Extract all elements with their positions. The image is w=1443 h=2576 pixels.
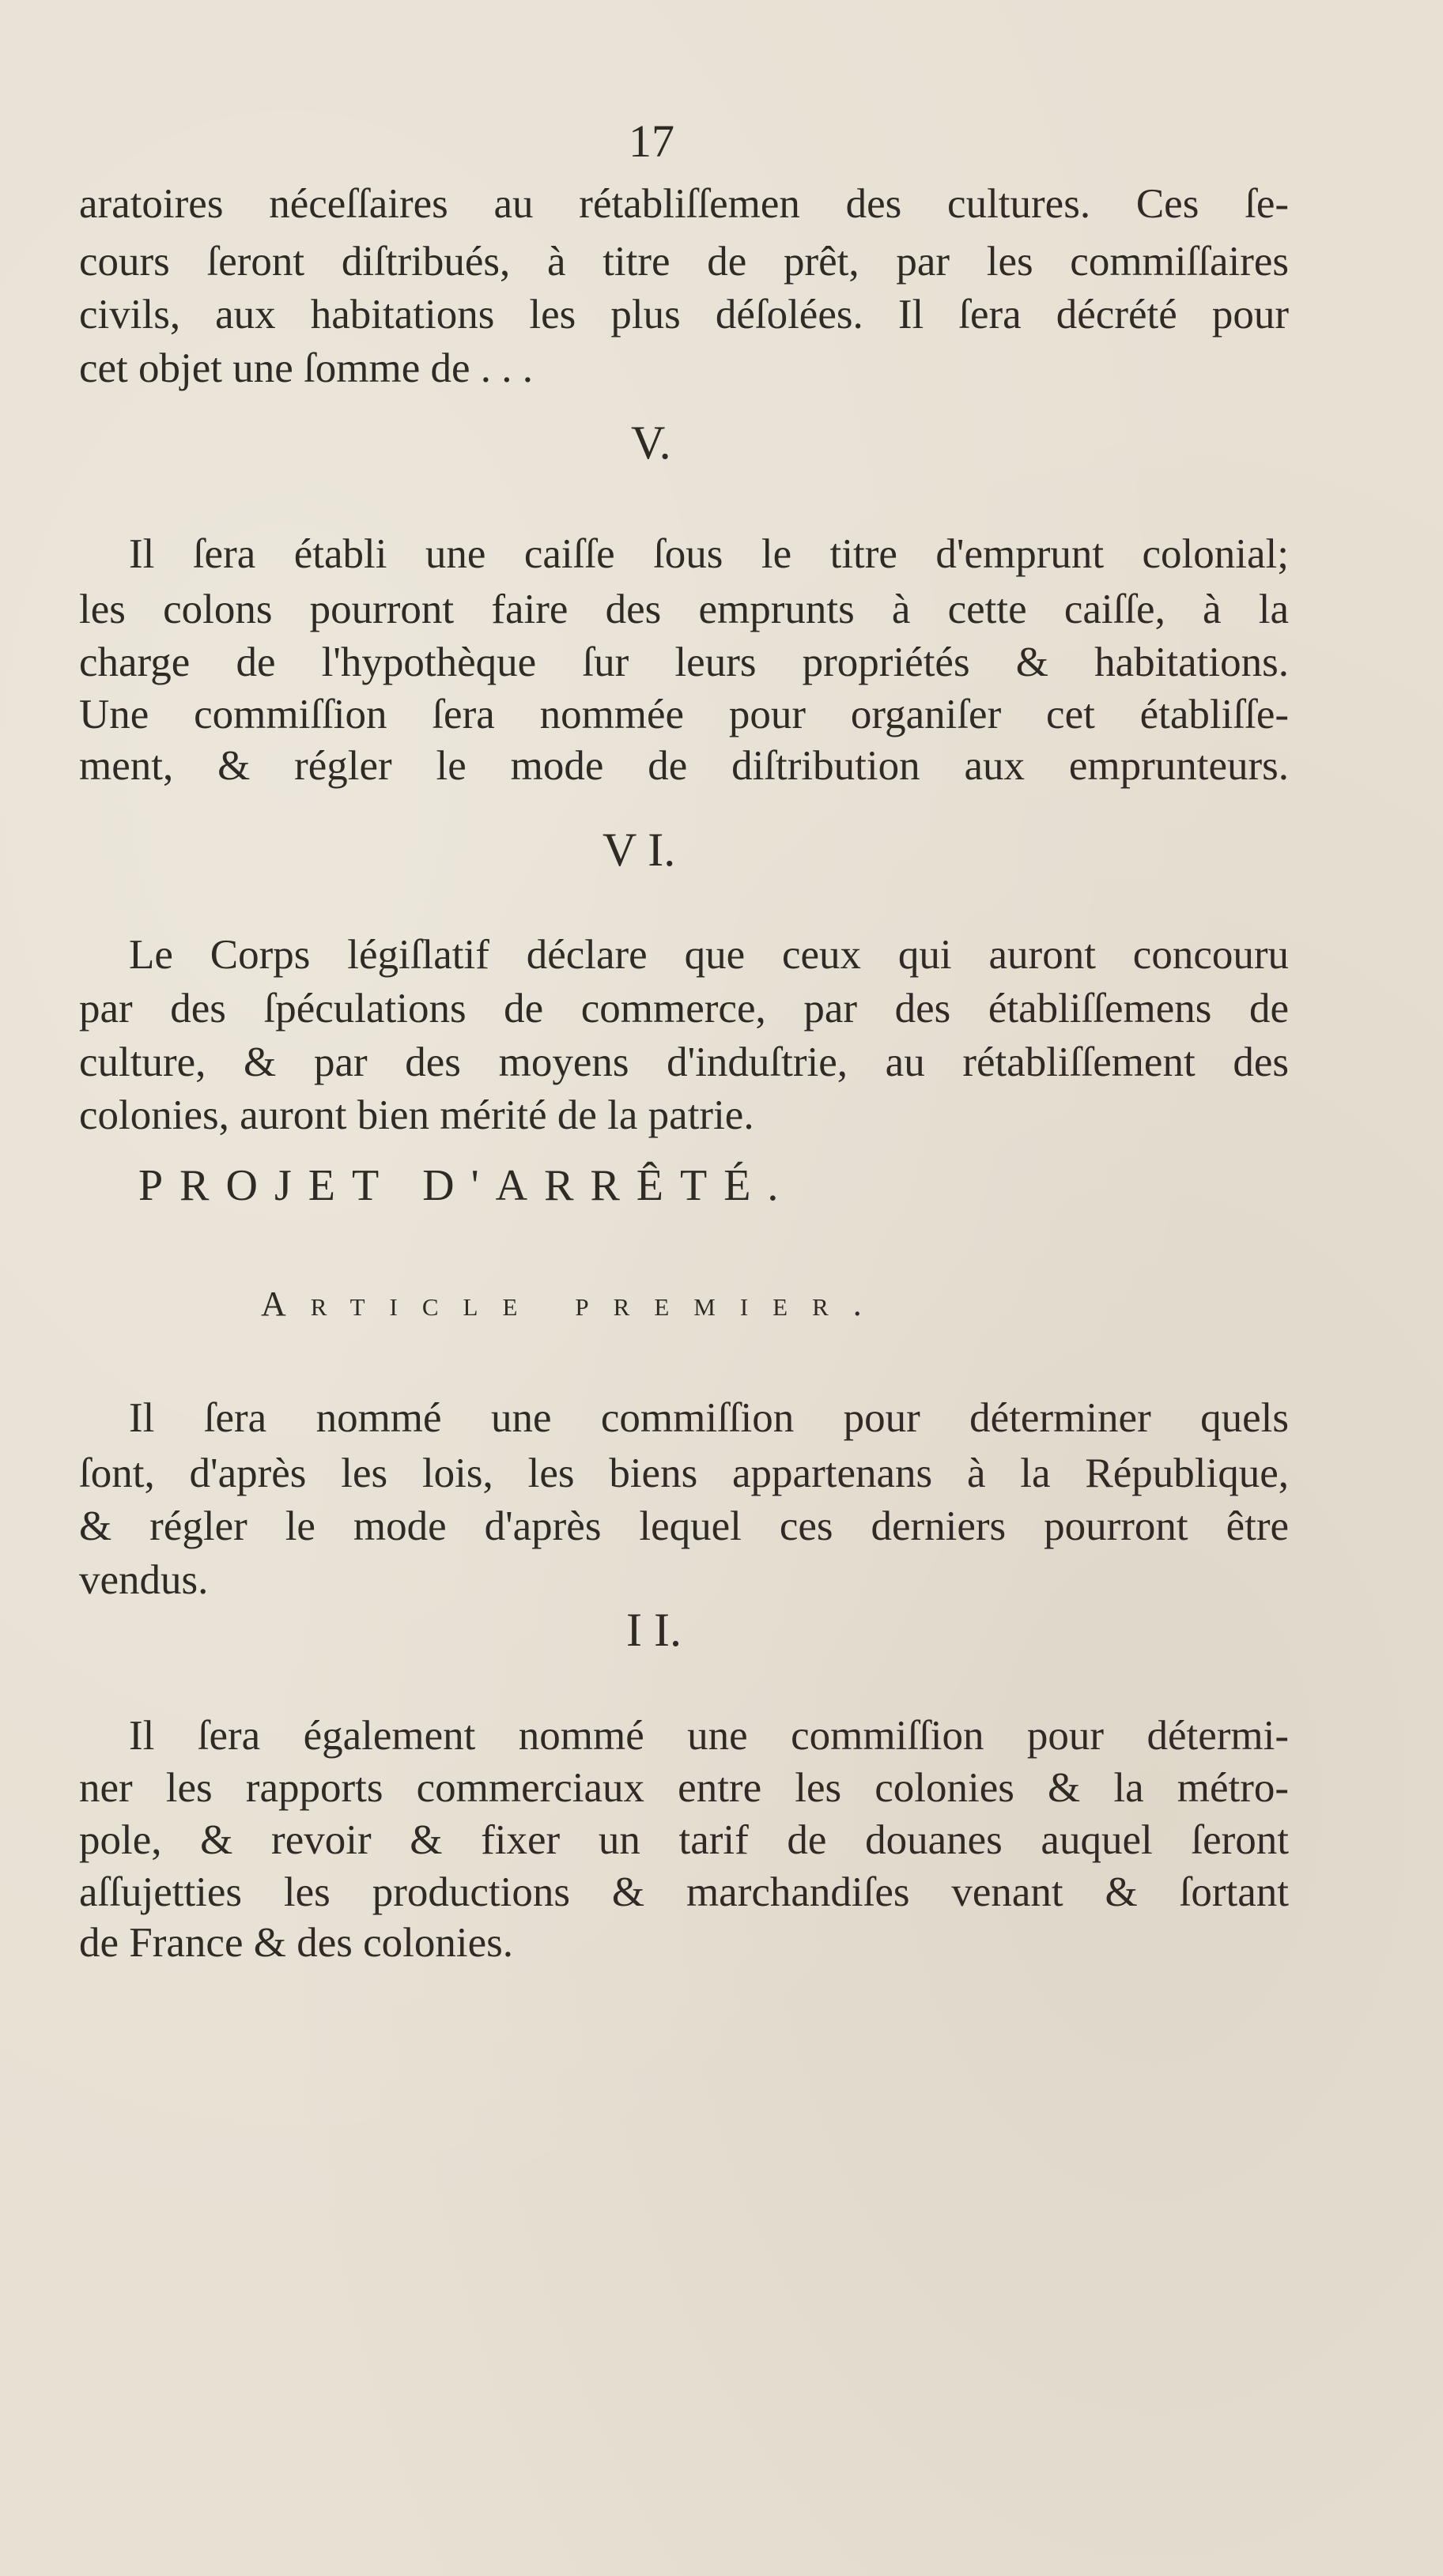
text-line: de France & des colonies. bbox=[79, 1920, 513, 1966]
text-line: Il ſera nommé une commiſſion pour déterminer quels bbox=[129, 1395, 1289, 1441]
text-line: pole, & revoir & fixer un tarif de douanes auquel ſeront bbox=[79, 1817, 1289, 1863]
article-heading: V I. bbox=[603, 824, 676, 876]
text-line: cet objet une ſomme de . . . bbox=[79, 345, 533, 391]
text-line: Il ſera également nommé une commiſſion pour détermi- bbox=[129, 1713, 1289, 1759]
text-line: civils, aux habitations les plus déſolées. Il ſera décrété pour bbox=[79, 292, 1289, 338]
text-line: par des ſpéculations de commerce, par des établiſſemens de bbox=[79, 986, 1289, 1032]
text-line: culture, & par des moyens d'induſtrie, au rétabliſſement des bbox=[79, 1039, 1289, 1085]
text-line: colonies, auront bien mérité de la patrie. bbox=[79, 1092, 754, 1138]
text-line: vendus. bbox=[79, 1557, 209, 1603]
text-line: charge de l'hypothèque ſur leurs propriétés & habitations. bbox=[79, 639, 1289, 685]
text-line: ſont, d'après les lois, les biens appartenans à la République, bbox=[79, 1450, 1289, 1496]
page-number: 17 bbox=[629, 115, 674, 167]
text-line: Une commiſſion ſera nommée pour organiſer cet établiſſe- bbox=[79, 692, 1289, 737]
text-line: cours ſeront diſtribués, à titre de prêt, par les commiſſaires bbox=[79, 239, 1289, 285]
text-line: les colons pourront faire des emprunts à cette caiſſe, à la bbox=[79, 586, 1289, 632]
text-line: Le Corps légiſlatif déclare que ceux qui auront concouru bbox=[129, 932, 1289, 978]
text-line: aratoires néceſſaires au rétabliſſemen des cultures. Ces ſe- bbox=[79, 181, 1289, 227]
article-heading: Article premier. bbox=[261, 1284, 886, 1323]
article-heading: V. bbox=[631, 417, 671, 469]
article-heading: I I. bbox=[626, 1604, 682, 1656]
section-title: PROJET D'ARRÊTÉ. bbox=[138, 1161, 795, 1210]
text-line: ment, & régler le mode de diſtribution aux emprunteurs. bbox=[79, 743, 1289, 789]
text-line: Il ſera établi une caiſſe ſous le titre d'emprunt colonial; bbox=[129, 531, 1289, 577]
text-line: aſſujetties les productions & marchandiſes venant & ſortant bbox=[79, 1869, 1289, 1915]
text-line: & régler le mode d'après lequel ces derniers pourront être bbox=[79, 1503, 1289, 1549]
text-line: ner les rapports commerciaux entre les colonies & la métro- bbox=[79, 1765, 1289, 1811]
